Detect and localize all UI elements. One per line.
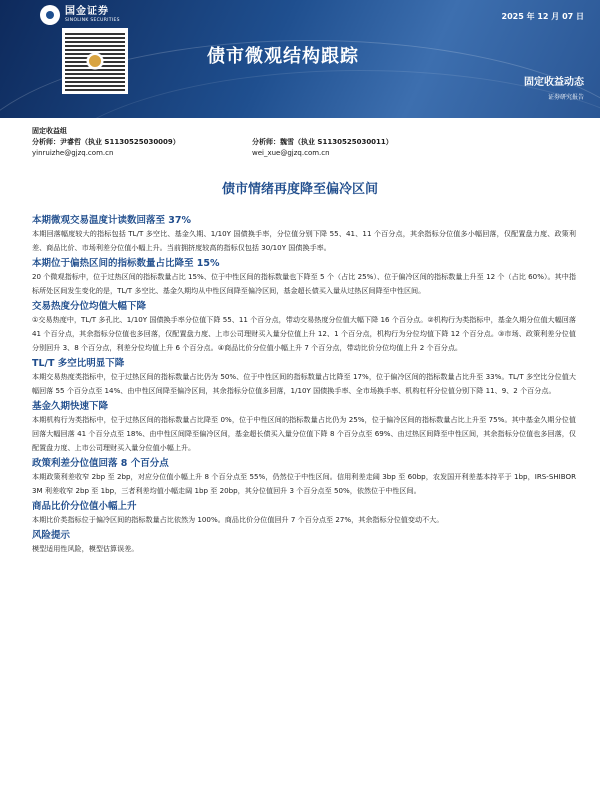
analyst-1-name: 分析师：尹睿哲（执业 S1130525030009） — [32, 138, 180, 146]
section-heading: 政策利差分位值回落 8 个百分点 — [32, 458, 169, 469]
qr-code-icon — [62, 28, 128, 94]
section-text: 模型适用性风险，模型估算误差。 — [32, 544, 139, 553]
team-name: 固定收益组 — [32, 127, 67, 135]
report-type: 证券研究报告 — [547, 94, 584, 101]
logo-name-en: SINOLINK SECURITIES — [65, 17, 120, 23]
report-series-title: 债市微观结构跟踪 — [207, 46, 359, 67]
section-heading: 本期微观交易温度计读数回落至 37% — [32, 215, 192, 226]
section-long-short — [32, 357, 576, 398]
analyst-2-email[interactable]: wei_xue@gjzq.com.cn — [252, 149, 330, 157]
section-text: 本期政策利差收窄 2bp 至 2bp，对应分位值小幅上升 8 个百分点至 55%，仍然位于中性区间。信用利差走阔 3bp 至 60bp，农发国开利差基本持平于 1bp，IRS-SHIBOR 3M 利差收窄 2bp 至 1bp，三者利差均值小幅走阔 1bp 至 20bp，其分位值回升 3 个百分点至 50%，依然位于中性区间。 — [32, 472, 576, 495]
analyst-info — [32, 126, 572, 159]
section-heading: 商品比价分位值小幅上升 — [32, 501, 137, 512]
report-category: 固定收益动态 — [524, 77, 584, 88]
section-heading: 本期位于偏热区间的指标数量占比降至 15% — [32, 258, 220, 269]
logo-mark-icon — [40, 5, 60, 25]
analyst-2 — [252, 137, 472, 159]
section-text: 20 个微观指标中，位于过热区间的指标数量占比 15%、位于中性区间的指标数量也下降至 5 个（占比 25%）、位于偏冷区间的指标数量上升至 12 个（占比 60%）。其中指标所处区间发生变化的是，TL/T 多空比、基金久期均从中性区间降至偏冷区间，基金超长债买入量从过热区间降至中性区间。 — [32, 272, 576, 295]
section-trading-heat — [32, 300, 576, 355]
report-banner — [0, 0, 600, 118]
document-title: 债市情绪再度降至偏冷区间 — [221, 182, 378, 197]
section-temperature — [32, 214, 576, 255]
section-fund-duration — [32, 400, 576, 455]
section-hot-ratio — [32, 257, 576, 298]
section-policy-spread — [32, 457, 576, 498]
analyst-2-name: 分析师：魏雪（执业 S1130525030011） — [252, 138, 393, 146]
section-risk-warning — [32, 529, 576, 556]
section-text: 本期比价类指标位于偏冷区间的指标数量占比依然为 100%。商品比价分位值回升 7 个百分点至 27%，其余指标分位值变动不大。 — [32, 515, 444, 524]
analyst-1-email[interactable]: yinruizhe@gjzq.com.cn — [32, 149, 114, 157]
section-text: 本期交易热度类指标中，位于过热区间的指标数量占比仍为 50%、位于中性区间的指标数量占比降至 17%，位于偏冷区间的指标数量占比升至 33%。TL/T 多空比分位值大幅回落 55 个百分点至 14%、由中性区间降至偏冷区间，其余指标分位值多回落，1/10Y 国债换手率、全市场换手率、机构杠杆分位值分别下降 11、9、2 个百分点。 — [32, 372, 576, 395]
report-body — [32, 212, 576, 556]
company-logo — [40, 5, 120, 25]
analyst-1 — [32, 137, 252, 159]
section-text: 本期回落幅度较大的指标包括 TL/T 多空比、基金久期、1/10Y 国债换手率，分位值分别下降 55、41、11 个百分点，其余指标分位值多小幅回落，仅配置盘力度、政策利差、商品比价、市场利差分位值小幅上升。当前拥挤度较高的指标仅包括 30/10Y 国债换手率。 — [32, 229, 576, 252]
section-commodity-ratio — [32, 500, 576, 527]
section-heading: TL/T 多空比明显下降 — [32, 358, 125, 369]
section-text: ①交易热度中，TL/T 多孔比、1/10Y 国债换手率分位值下降 55、11 个百分点，带动交易热度分位值大幅下降 16 个百分点。②机构行为类指标中，基金久期分位值大幅回落 41 个百分点，其余指标分位值也多回落，仅配置盘力度、上市公司理财买入量分位值上升 12、1 个百分点，机构行为分位均值下降 12 个百分点。③市场、政策利差分位值分别回升 3、8 个百分点，利差分位均值上升 6 个百分点。④商品比价分位值小幅上升 7 个百分点，带动比价分位均值上升 2 个百分点。 — [32, 315, 576, 352]
section-heading: 风险提示 — [32, 530, 71, 541]
section-heading: 基金久期快速下降 — [32, 401, 109, 412]
report-date: 2025 年 12 月 07 日 — [501, 12, 584, 21]
section-text: 本期机构行为类指标中，位于过热区间的指标数量占比降至 0%，位于中性区间的指标数量占比仍为 25%，位于偏冷区间的指标数量占比上升至 75%。其中基金久期分位值回落大幅回落 41 个百分点至 18%、由中性区间降至偏冷区间，基金超长债买入量分位值下降 8 个百分点至 69%、由过热区间降至中性区间，其余指标分位值也多回落，仅配置盘力度、上市公司理财买入量分位值小幅上升。 — [32, 415, 576, 452]
section-heading: 交易热度分位均值大幅下降 — [32, 301, 147, 312]
logo-name-cn: 国金证券 — [65, 5, 109, 17]
qr-center-logo-icon — [87, 53, 103, 69]
